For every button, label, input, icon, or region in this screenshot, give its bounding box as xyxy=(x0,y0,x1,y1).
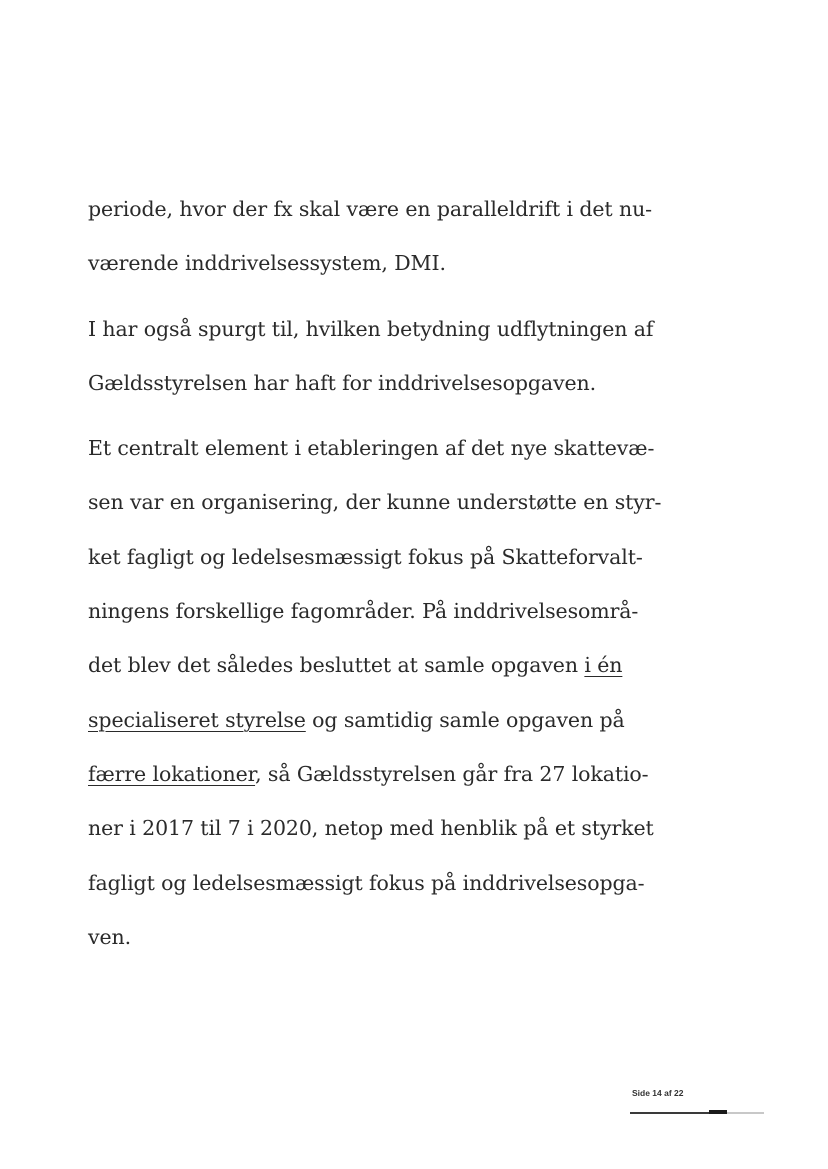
page-number: Side 14 af 22 xyxy=(632,1088,684,1098)
progress-bar-remaining xyxy=(727,1112,764,1114)
text-line xyxy=(88,302,654,356)
text-segment: fagligt og ledelsesmæssigt fokus på inddrivelsesopga- xyxy=(88,870,645,895)
underlined-text: i én xyxy=(584,653,623,678)
progress-bar-completed xyxy=(630,1112,709,1114)
text-line xyxy=(88,236,648,290)
text-segment: det blev det således besluttet at samle opgaven xyxy=(88,653,585,678)
text-line xyxy=(88,356,648,410)
text-segment: og samtidig samle opgaven på xyxy=(305,707,625,732)
paragraph xyxy=(88,182,653,291)
text-line xyxy=(88,910,648,964)
text-segment: ningens forskellige fagområder. På inddrivelsesområ- xyxy=(88,599,639,624)
text-line xyxy=(88,693,648,747)
text-segment: sen var en organisering, der kunne understøtte en styr- xyxy=(88,490,662,515)
text-line xyxy=(88,475,662,529)
text-line xyxy=(88,421,655,475)
text-line xyxy=(88,182,653,236)
underlined-text: færre lokationer xyxy=(88,761,256,786)
page-footer xyxy=(630,1088,766,1118)
text-line xyxy=(88,530,648,584)
text-line xyxy=(88,584,648,638)
text-segment: Et centralt element i etableringen af det nye skattevæ- xyxy=(88,436,655,461)
text-segment: værende inddrivelsessystem, DMI. xyxy=(88,251,446,276)
text-segment: ner i 2017 til 7 i 2020, netop med henblik på et styrket xyxy=(88,816,654,841)
paragraph xyxy=(88,302,654,411)
text-segment: , så Gældsstyrelsen går fra 27 lokatio- xyxy=(255,761,649,786)
text-segment: I har også spurgt til, hvilken betydning udflytningen af xyxy=(88,316,654,341)
text-line xyxy=(88,856,648,910)
text-segment: Gældsstyrelsen har haft for inddrivelsesopgaven. xyxy=(88,370,597,395)
text-line xyxy=(88,747,648,801)
text-segment: periode, hvor der fx skal være en paralleldrift i det nu- xyxy=(88,197,653,221)
text-line xyxy=(88,638,648,692)
paragraph xyxy=(88,421,662,964)
document-body xyxy=(88,182,662,975)
progress-bar-current-page xyxy=(709,1110,727,1114)
text-segment: ven. xyxy=(88,924,132,949)
text-segment: ket fagligt og ledelsesmæssigt fokus på Skatteforvalt- xyxy=(88,544,643,569)
underlined-text: specialiseret styrelse xyxy=(88,707,306,732)
text-line xyxy=(88,801,654,855)
